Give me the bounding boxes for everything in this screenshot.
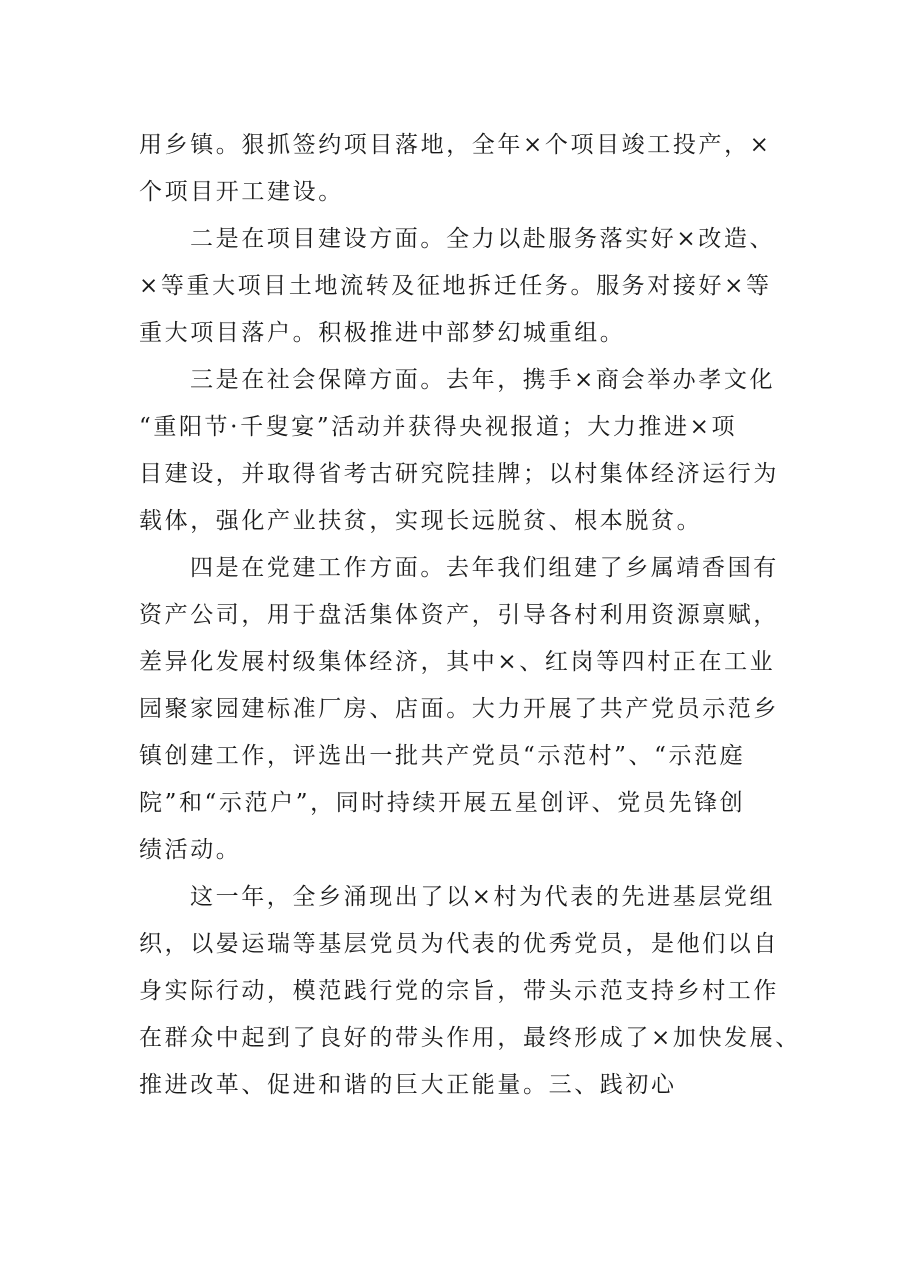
text-line: 织，以晏运瑞等基层党员为代表的优秀党员，是他们以自: [139, 931, 779, 957]
text-line: 用乡镇。狠抓签约项目落地，全年×个项目竣工投产，×: [139, 132, 772, 158]
text-line: 推进改革、促进和谐的巨大正能量。三、践初心: [139, 1072, 677, 1098]
paragraph: [139, 122, 789, 216]
paragraph: [139, 357, 789, 545]
text-line: ×等重大项目土地流转及征地拆迁任务。服务对接好×等: [139, 273, 772, 299]
text-line: 资产公司，用于盘活集体资产，引导各村利用资源禀赋，: [139, 602, 779, 628]
text-line: “重阳节·千叟宴”活动并获得央视报道；大力推进×项: [139, 414, 738, 440]
text-line: 二是在项目建设方面。全力以赴服务落实好×改造、: [190, 226, 776, 252]
document-body: [139, 122, 801, 1109]
paragraph: [139, 874, 801, 1109]
text-line: 这一年，全乡涌现出了以×村为代表的先进基层党组: [190, 884, 776, 910]
text-line: 个项目开工建设。: [139, 179, 344, 205]
paragraph: [139, 545, 789, 874]
text-line: 三是在社会保障方面。去年，携手×商会举办孝文化: [190, 367, 776, 393]
text-line: 四是在党建工作方面。去年我们组建了乡属靖香国有: [190, 555, 779, 581]
text-line: 园聚家园建标准厂房、店面。大力开展了共产党员示范乡: [139, 696, 779, 722]
text-line: 绩活动。: [139, 837, 242, 863]
text-line: 身实际行动，模范践行党的宗旨，带头示范支持乡村工作: [139, 978, 779, 1004]
text-line: 院”和“示范户”，同时持续开展五星创评、党员先锋创: [139, 790, 746, 816]
text-line: 在群众中起到了良好的带头作用，最终形成了×加快发展、: [139, 1025, 801, 1051]
text-line: 镇创建工作，评选出一批共产党员“示范村”、“示范庭: [139, 743, 746, 769]
paragraph: [139, 216, 789, 357]
text-line: 载体，强化产业扶贫，实现长远脱贫、根本脱贫。: [139, 508, 703, 534]
text-line: 目建设，并取得省考古研究院挂牌；以村集体经济运行为: [139, 461, 779, 487]
text-line: 差异化发展村级集体经济，其中×、红岗等四村正在工业: [139, 649, 776, 675]
text-line: 重大项目落户。积极推进中部梦幻城重组。: [139, 320, 626, 346]
